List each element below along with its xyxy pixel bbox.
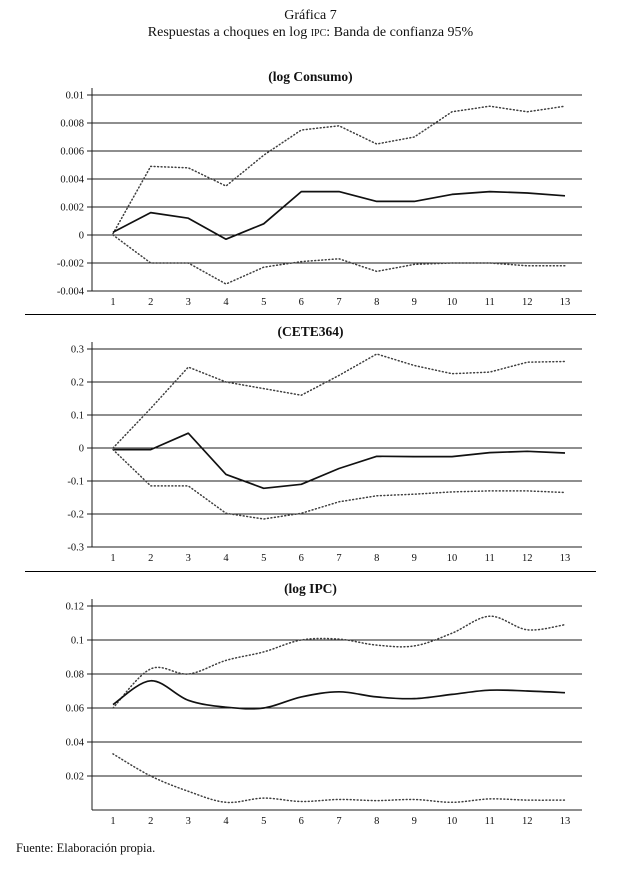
svg-text:0.08: 0.08 <box>65 669 84 681</box>
cete364-chart <box>0 341 621 569</box>
svg-text:8: 8 <box>374 297 380 308</box>
series-respuesta <box>113 433 565 488</box>
svg-text:0.12: 0.12 <box>65 601 84 613</box>
panel-title-log-consumo: (log Consumo) <box>268 69 353 84</box>
gridlines <box>92 349 582 547</box>
x-tick-labels <box>110 297 570 308</box>
svg-text:3: 3 <box>185 816 191 827</box>
svg-text:2: 2 <box>148 297 154 308</box>
panel-divider <box>25 571 596 572</box>
series-banda-superior-95 <box>113 354 565 448</box>
panel-title-cete364: (CETE364) <box>277 324 344 339</box>
series-respuesta <box>113 192 565 240</box>
svg-text:12: 12 <box>522 816 533 827</box>
svg-text:0.2: 0.2 <box>70 377 84 389</box>
svg-text:13: 13 <box>559 553 571 564</box>
svg-text:0.008: 0.008 <box>60 118 84 130</box>
svg-text:10: 10 <box>446 816 458 827</box>
source-note: Fuente: Elaboración propia. <box>16 841 156 855</box>
panel-log-consumo <box>0 68 621 312</box>
y-tick-labels <box>67 345 84 554</box>
svg-text:12: 12 <box>522 297 533 308</box>
svg-text:1: 1 <box>110 553 116 564</box>
y-axis <box>87 599 92 810</box>
svg-text:5: 5 <box>261 553 267 564</box>
svg-text:0.04: 0.04 <box>65 737 84 749</box>
figure-header <box>0 0 621 41</box>
svg-text:3: 3 <box>185 297 191 308</box>
panel-divider <box>25 314 596 315</box>
svg-text:7: 7 <box>336 297 342 308</box>
svg-text:-0.2: -0.2 <box>67 509 84 521</box>
svg-text:-0.1: -0.1 <box>67 476 84 488</box>
svg-text:-0.004: -0.004 <box>56 286 84 298</box>
figure-subtitle <box>0 24 621 41</box>
svg-text:10: 10 <box>446 553 458 564</box>
svg-text:0.06: 0.06 <box>65 703 84 715</box>
svg-text:1: 1 <box>110 297 116 308</box>
series-banda-inferior-95 <box>113 235 565 284</box>
svg-text:2: 2 <box>148 553 154 564</box>
svg-text:5: 5 <box>261 816 267 827</box>
svg-text:6: 6 <box>298 816 304 827</box>
panel-cete364 <box>0 323 621 569</box>
svg-text:1: 1 <box>110 816 116 827</box>
svg-text:0: 0 <box>78 230 84 242</box>
svg-text:12: 12 <box>522 553 533 564</box>
svg-text:4: 4 <box>223 297 229 308</box>
svg-text:11: 11 <box>484 553 495 564</box>
svg-text:0: 0 <box>78 443 84 455</box>
svg-text:0.006: 0.006 <box>60 146 84 158</box>
svg-text:3: 3 <box>185 553 191 564</box>
svg-text:0.1: 0.1 <box>70 410 84 422</box>
svg-text:13: 13 <box>559 816 571 827</box>
svg-text:7: 7 <box>336 553 342 564</box>
panel-title-log-ipc: (log IPC) <box>284 581 337 596</box>
svg-text:2: 2 <box>148 816 154 827</box>
svg-text:10: 10 <box>446 297 458 308</box>
series-banda-superior-95 <box>113 616 565 708</box>
svg-text:0.004: 0.004 <box>60 174 84 186</box>
series-respuesta <box>113 681 565 709</box>
svg-text:9: 9 <box>411 816 417 827</box>
series-banda-inferior-95 <box>113 754 565 803</box>
figure-subtitle-acronym: ipc <box>310 25 327 40</box>
x-tick-labels <box>110 553 570 564</box>
svg-text:-0.3: -0.3 <box>67 542 84 554</box>
svg-text:0.002: 0.002 <box>60 202 84 214</box>
series-banda-inferior-95 <box>113 450 565 519</box>
svg-text:5: 5 <box>261 297 267 308</box>
svg-text:6: 6 <box>298 297 304 308</box>
svg-text:0.01: 0.01 <box>65 90 84 102</box>
y-axis <box>87 342 92 547</box>
svg-text:-0.002: -0.002 <box>56 258 84 270</box>
svg-text:4: 4 <box>223 816 229 827</box>
svg-text:0.02: 0.02 <box>65 771 84 783</box>
panel-log-ipc <box>0 580 621 834</box>
svg-text:4: 4 <box>223 553 229 564</box>
gridlines <box>92 606 582 810</box>
svg-text:13: 13 <box>559 297 571 308</box>
series-banda-superior-95 <box>113 106 565 233</box>
svg-text:0.1: 0.1 <box>70 635 84 647</box>
figure-subtitle-pre: Respuestas a choques en log <box>147 25 311 40</box>
svg-text:9: 9 <box>411 297 417 308</box>
y-axis <box>87 88 92 291</box>
x-tick-labels <box>110 816 570 827</box>
svg-text:8: 8 <box>374 553 380 564</box>
svg-text:6: 6 <box>298 553 304 564</box>
svg-text:7: 7 <box>336 816 342 827</box>
figure-subtitle-post: : Banda de confianza 95% <box>326 25 474 40</box>
svg-text:9: 9 <box>411 553 417 564</box>
log-ipc-chart <box>0 598 621 834</box>
y-tick-labels <box>66 602 85 783</box>
svg-text:11: 11 <box>484 297 495 308</box>
svg-text:0.3: 0.3 <box>70 344 84 356</box>
y-tick-labels <box>57 91 85 298</box>
figure-number: Gráfica 7 <box>284 8 337 23</box>
svg-text:8: 8 <box>374 816 380 827</box>
log-consumo-chart <box>0 86 621 312</box>
svg-text:11: 11 <box>484 816 495 827</box>
